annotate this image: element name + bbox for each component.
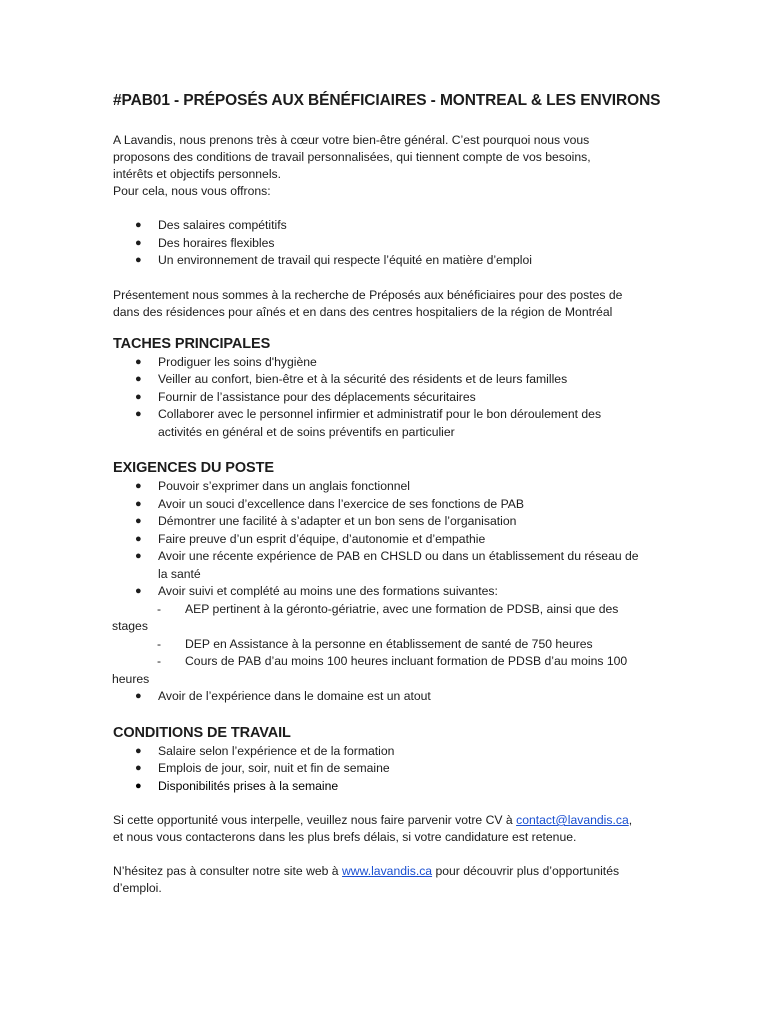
web-line: N’hésitez pas à consulter notre site web à www.lavandis.ca pour découvrir plus d’opportunités [113,864,620,878]
list-item: ● Un environnement de travail qui respecte l’équité en matière d’emploi [113,252,658,270]
intro-paragraph [113,132,658,200]
list-item: ● Avoir un souci d’excellence dans l’exercice de ses fonctions de PAB [113,496,658,514]
section-heading-conditions: CONDITIONS DE TRAVAIL [113,724,291,741]
bullet-icon: ● [135,355,142,368]
list-item: ● Prodiguer les soins d'hygiène [113,354,658,372]
web-line: d’emploi. [113,881,162,895]
dash-icon: - [157,636,162,651]
bullet-icon: ● [135,690,142,702]
cv-paragraph [113,812,658,846]
intro-line: A Lavandis, nous prenons très à cœur votre bien-être général. C’est pourquoi nous vous [113,133,590,147]
offers-list [113,217,658,270]
bullet-icon: ● [135,497,142,510]
page-title: #PAB01 - PRÉPOSÉS AUX BÉNÉFICIAIRES - MONTREAL & LES ENVIRONS [113,92,661,109]
list-item: ● Avoir suivi et complété au moins une des formations suivantes: [113,583,658,601]
sublist-item-continuation: heures [112,671,150,686]
list-item: ● Collaborer avec le personnel infirmier et administratif pour le bon déroulement des [113,406,658,424]
section-heading-taches: TACHES PRINCIPALES [113,335,271,352]
email-link[interactable]: contact@lavandis.ca [516,813,629,827]
cv-line: Si cette opportunité vous interpelle, veuillez nous faire parvenir votre CV à contact@lavandis.ca, [113,813,633,827]
list-item: ● Fournir de l’assistance pour des déplacements sécuritaires [113,389,658,407]
bullet-icon: ● [135,219,142,231]
list-item: ● Pouvoir s’exprimer dans un anglais fonctionnel [113,478,658,496]
bullet-icon: ● [135,408,142,420]
cv-line: et nous vous contacterons dans les plus brefs délais, si votre candidature est retenue. [113,830,577,844]
sublist-item: - DEP en Assistance à la personne en établissement de santé de 750 heures [112,636,658,654]
sublist-item: - AEP pertinent à la géronto-gériatrie, avec une formation de PDSB, ainsi que des [112,601,658,619]
exigences-list-end [113,688,658,706]
search-paragraph [113,287,658,321]
website-link[interactable]: www.lavandis.ca [341,864,433,878]
list-item-continuation: la santé [158,566,201,581]
list-item: ● Emplois de jour, soir, nuit et fin de semaine [113,760,658,778]
intro-line: intérêts et objectifs personnels. [113,167,282,181]
section-heading-exigences: EXIGENCES DU POSTE [113,460,274,476]
bullet-icon: ● [135,373,142,385]
list-item-continuation: activités en général et de soins préventifs en particulier [158,424,455,439]
search-line: Présentement nous sommes à la recherche de Préposés aux bénéficiaires pour des postes de [113,287,623,302]
sublist-item: - Cours de PAB d’au moins 100 heures incluant formation de PDSB d’au moins 100 [112,653,658,671]
list-item: ● Salaire selon l’expérience et de la formation [113,743,658,761]
bullet-icon: ● [135,585,142,597]
intro-line: proposons des conditions de travail personnalisées, qui tiennent compte de vos besoins, [113,150,591,164]
bullet-icon: ● [135,762,142,774]
bullet-icon: ● [135,480,142,492]
bullet-icon: ● [135,254,142,266]
list-item: ● Avoir une récente expérience de PAB en CHSLD ou dans un établissement du réseau de [113,548,658,566]
bullet-icon: ● [135,550,142,562]
list-item: ● Veiller au confort, bien-être et à la sécurité des résidents et de leurs familles [113,371,658,389]
bullet-icon: ● [135,532,142,545]
sublist-item-continuation: stages [112,619,148,633]
search-line: dans des résidences pour aînés et en dans des centres hospitaliers de la région de Montréal [113,304,613,319]
list-item: ● Faire preuve d’un esprit d’équipe, d’autonomie et d’empathie [113,531,658,549]
bullet-icon: ● [135,515,142,527]
taches-list [113,354,658,442]
dash-icon: - [157,654,162,668]
list-item: ● Disponibilités prises à la semaine [113,778,658,796]
conditions-list [113,743,658,796]
list-item: ● Démontrer une facilité à s’adapter et un bon sens de l’organisation [113,513,658,531]
bullet-icon: ● [135,779,142,792]
bullet-icon: ● [135,390,142,403]
dash-icon: - [157,601,162,616]
job-posting-document [112,92,661,897]
formations-sublist [112,601,658,689]
list-item: ● Des salaires compétitifs [113,217,658,235]
intro-line: Pour cela, nous vous offrons: [113,184,271,198]
exigences-list [113,478,658,601]
website-paragraph [113,863,658,897]
list-item: ● Des horaires flexibles [113,235,658,253]
list-item: ● Avoir de l’expérience dans le domaine est un atout [113,688,658,706]
bullet-icon: ● [135,744,142,757]
bullet-icon: ● [135,236,142,249]
